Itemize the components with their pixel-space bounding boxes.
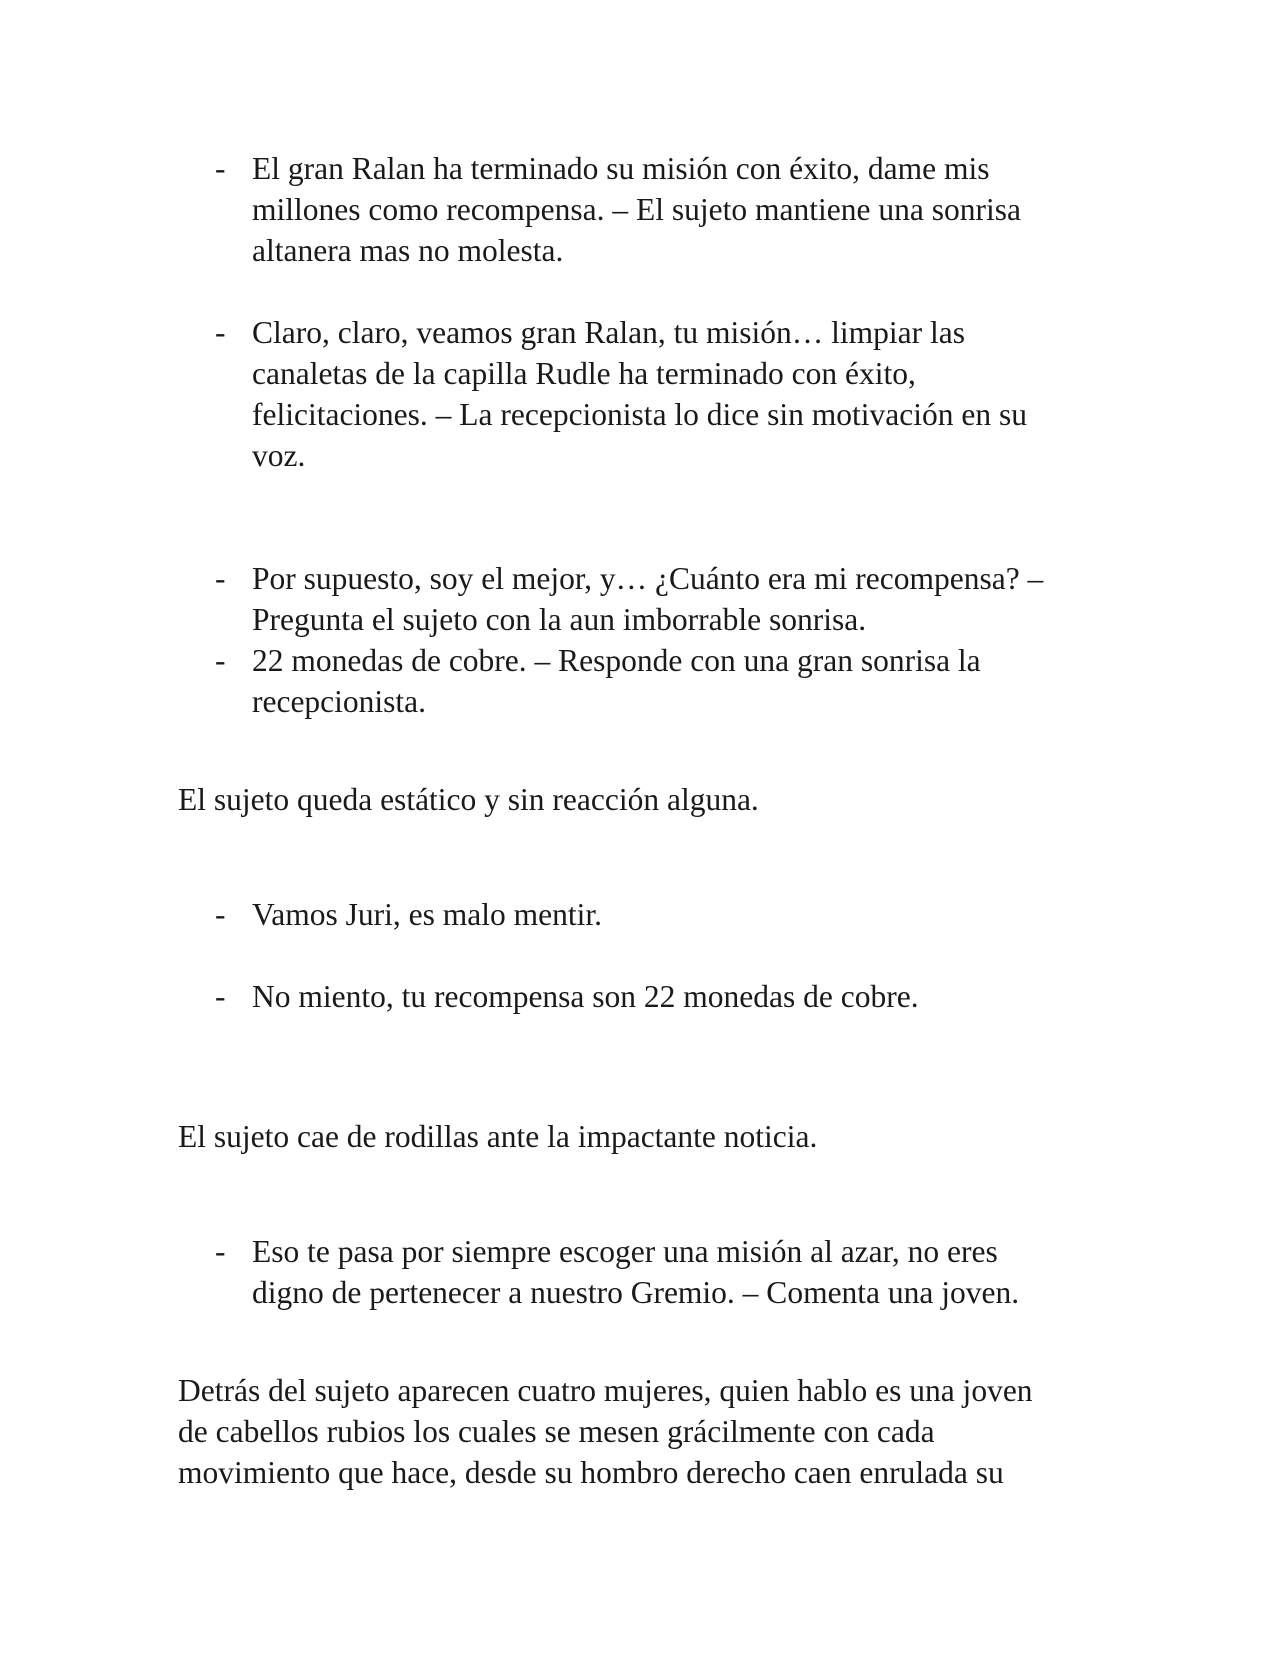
text-line: recepcionista. (252, 684, 427, 719)
text-line: Claro, claro, veamos gran Ralan, tu misión… limpiar las (252, 315, 965, 350)
text-line: digno de pertenecer a nuestro Gremio. – Comenta una joven. (252, 1275, 1020, 1310)
text-line: El sujeto cae de rodillas ante la impactante noticia. (178, 1119, 818, 1154)
text-line: El gran Ralan ha terminado su misión con éxito, dame mis (252, 151, 990, 186)
dialogue-dash: - (215, 151, 226, 186)
text-line: El sujeto queda estático y sin reacción alguna. (178, 782, 759, 817)
dialogue-dash: - (215, 315, 226, 350)
text-line: Pregunta el sujeto con la aun imborrable sonrisa. (252, 602, 867, 637)
dialogue-dash: - (215, 897, 226, 932)
dialogue-dash: - (215, 1234, 226, 1269)
dialogue-dash: - (215, 643, 226, 678)
text-line: canaletas de la capilla Rudle ha terminado con éxito, (252, 356, 916, 391)
text-line: Detrás del sujeto aparecen cuatro mujeres, quien hablo es una joven (178, 1373, 1033, 1408)
text-line: de cabellos rubios los cuales se mesen grácilmente con cada (178, 1414, 935, 1449)
text-line: 22 monedas de cobre. – Responde con una gran sonrisa la (252, 643, 981, 678)
text-line: millones como recompensa. – El sujeto mantiene una sonrisa (252, 192, 1021, 227)
text-line: Vamos Juri, es malo mentir. (252, 897, 602, 932)
text-line: altanera mas no molesta. (252, 233, 564, 268)
text-line: Eso te pasa por siempre escoger una misión al azar, no eres (252, 1234, 998, 1269)
text-line: movimiento que hace, desde su hombro derecho caen enrulada su (178, 1455, 1004, 1490)
dialogue-dash: - (215, 561, 226, 596)
text-line: felicitaciones. – La recepcionista lo dice sin motivación en su (252, 397, 1027, 432)
text-line: voz. (252, 438, 306, 473)
text-line: No miento, tu recompensa son 22 monedas de cobre. (252, 979, 919, 1014)
text-line: Por supuesto, soy el mejor, y… ¿Cuánto era mi recompensa? – (252, 561, 1044, 596)
dialogue-dash: - (215, 979, 226, 1014)
